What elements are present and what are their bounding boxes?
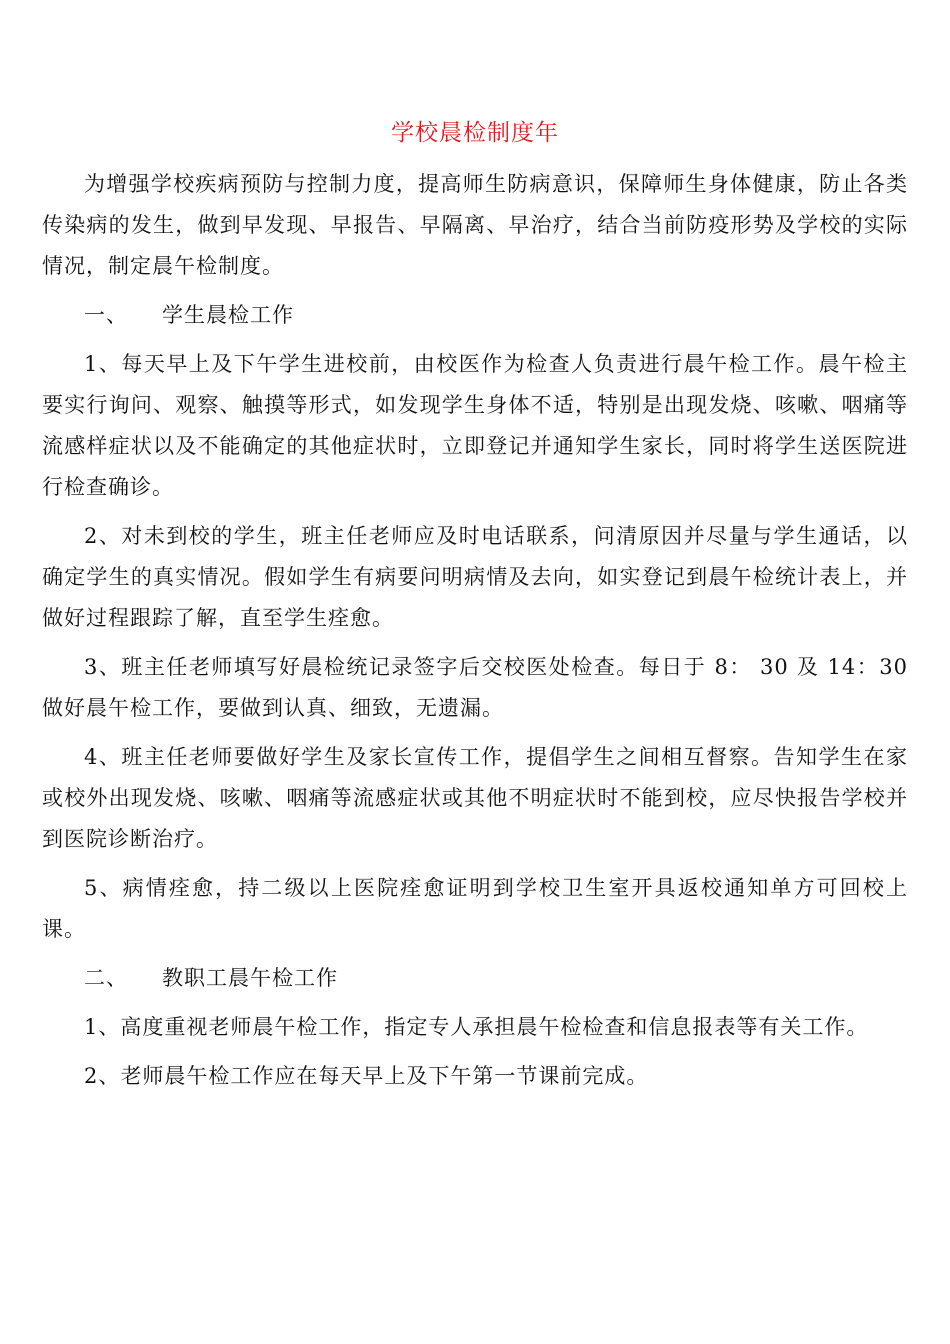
- document-body: [42, 164, 908, 1105]
- section2-item-2: 2、老师晨午检工作应在每天早上及下午第一节课前完成。: [84, 1064, 649, 1088]
- section1-item-1: 1、每天早上及下午学生进校前，由校医作为检查人负责进行晨午检工作。晨午检主要实行询问、观察、触摸等形式，如发现学生身体不适，特别是出现发烧、咳嗽、咽痛等流感样症状以及不能确定的其他症状时，立即登记并通知学生家长，同时将学生送医院进行检查确诊。: [42, 352, 908, 499]
- document-title: 学校晨检制度年: [391, 120, 559, 146]
- section-heading-2: [42, 958, 908, 999]
- section-number: 一、: [84, 303, 128, 327]
- section-title: 学生晨检工作: [162, 303, 294, 327]
- section1-item-5: 5、病情痊愈，持二级以上医院痊愈证明到学校卫生室开具返校通知单方可回校上课。: [42, 876, 908, 941]
- intro-paragraph: 为增强学校疾病预防与控制力度，提高师生防病意识，保障师生身体健康，防止各类传染病的发生，做到早发现、早报告、早隔离、早治疗，结合当前防疫形势及学校的实际情况，制定晨午检制度。: [42, 172, 908, 278]
- section1-item-4: 4、班主任老师要做好学生及家长宣传工作，提倡学生之间相互督察。告知学生在家或校外出现发烧、咳嗽、咽痛等流感症状或其他不明症状时不能到校，应尽快报告学校并到医院诊断治疗。: [42, 745, 908, 851]
- section-number: 二、: [84, 966, 128, 990]
- section-title: 教职工晨午检工作: [162, 966, 338, 990]
- section2-item-1: 1、高度重视老师晨午检工作，指定专人承担晨午检检查和信息报表等有关工作。: [84, 1015, 869, 1039]
- section-heading-1: [42, 295, 908, 336]
- section1-item-3: 3、班主任老师填写好晨检统记录签字后交校医处检查。每日于 8： 30 及 14：30 做好晨午检工作，要做到认真、细致，无遗漏。: [42, 655, 908, 720]
- section1-item-2: 2、对未到校的学生，班主任老师应及时电话联系，问清原因并尽量与学生通话，以确定学生的真实情况。假如学生有病要问明病情及去向，如实登记到晨午检统计表上，并做好过程跟踪了解，直至学生痊愈。: [42, 524, 908, 630]
